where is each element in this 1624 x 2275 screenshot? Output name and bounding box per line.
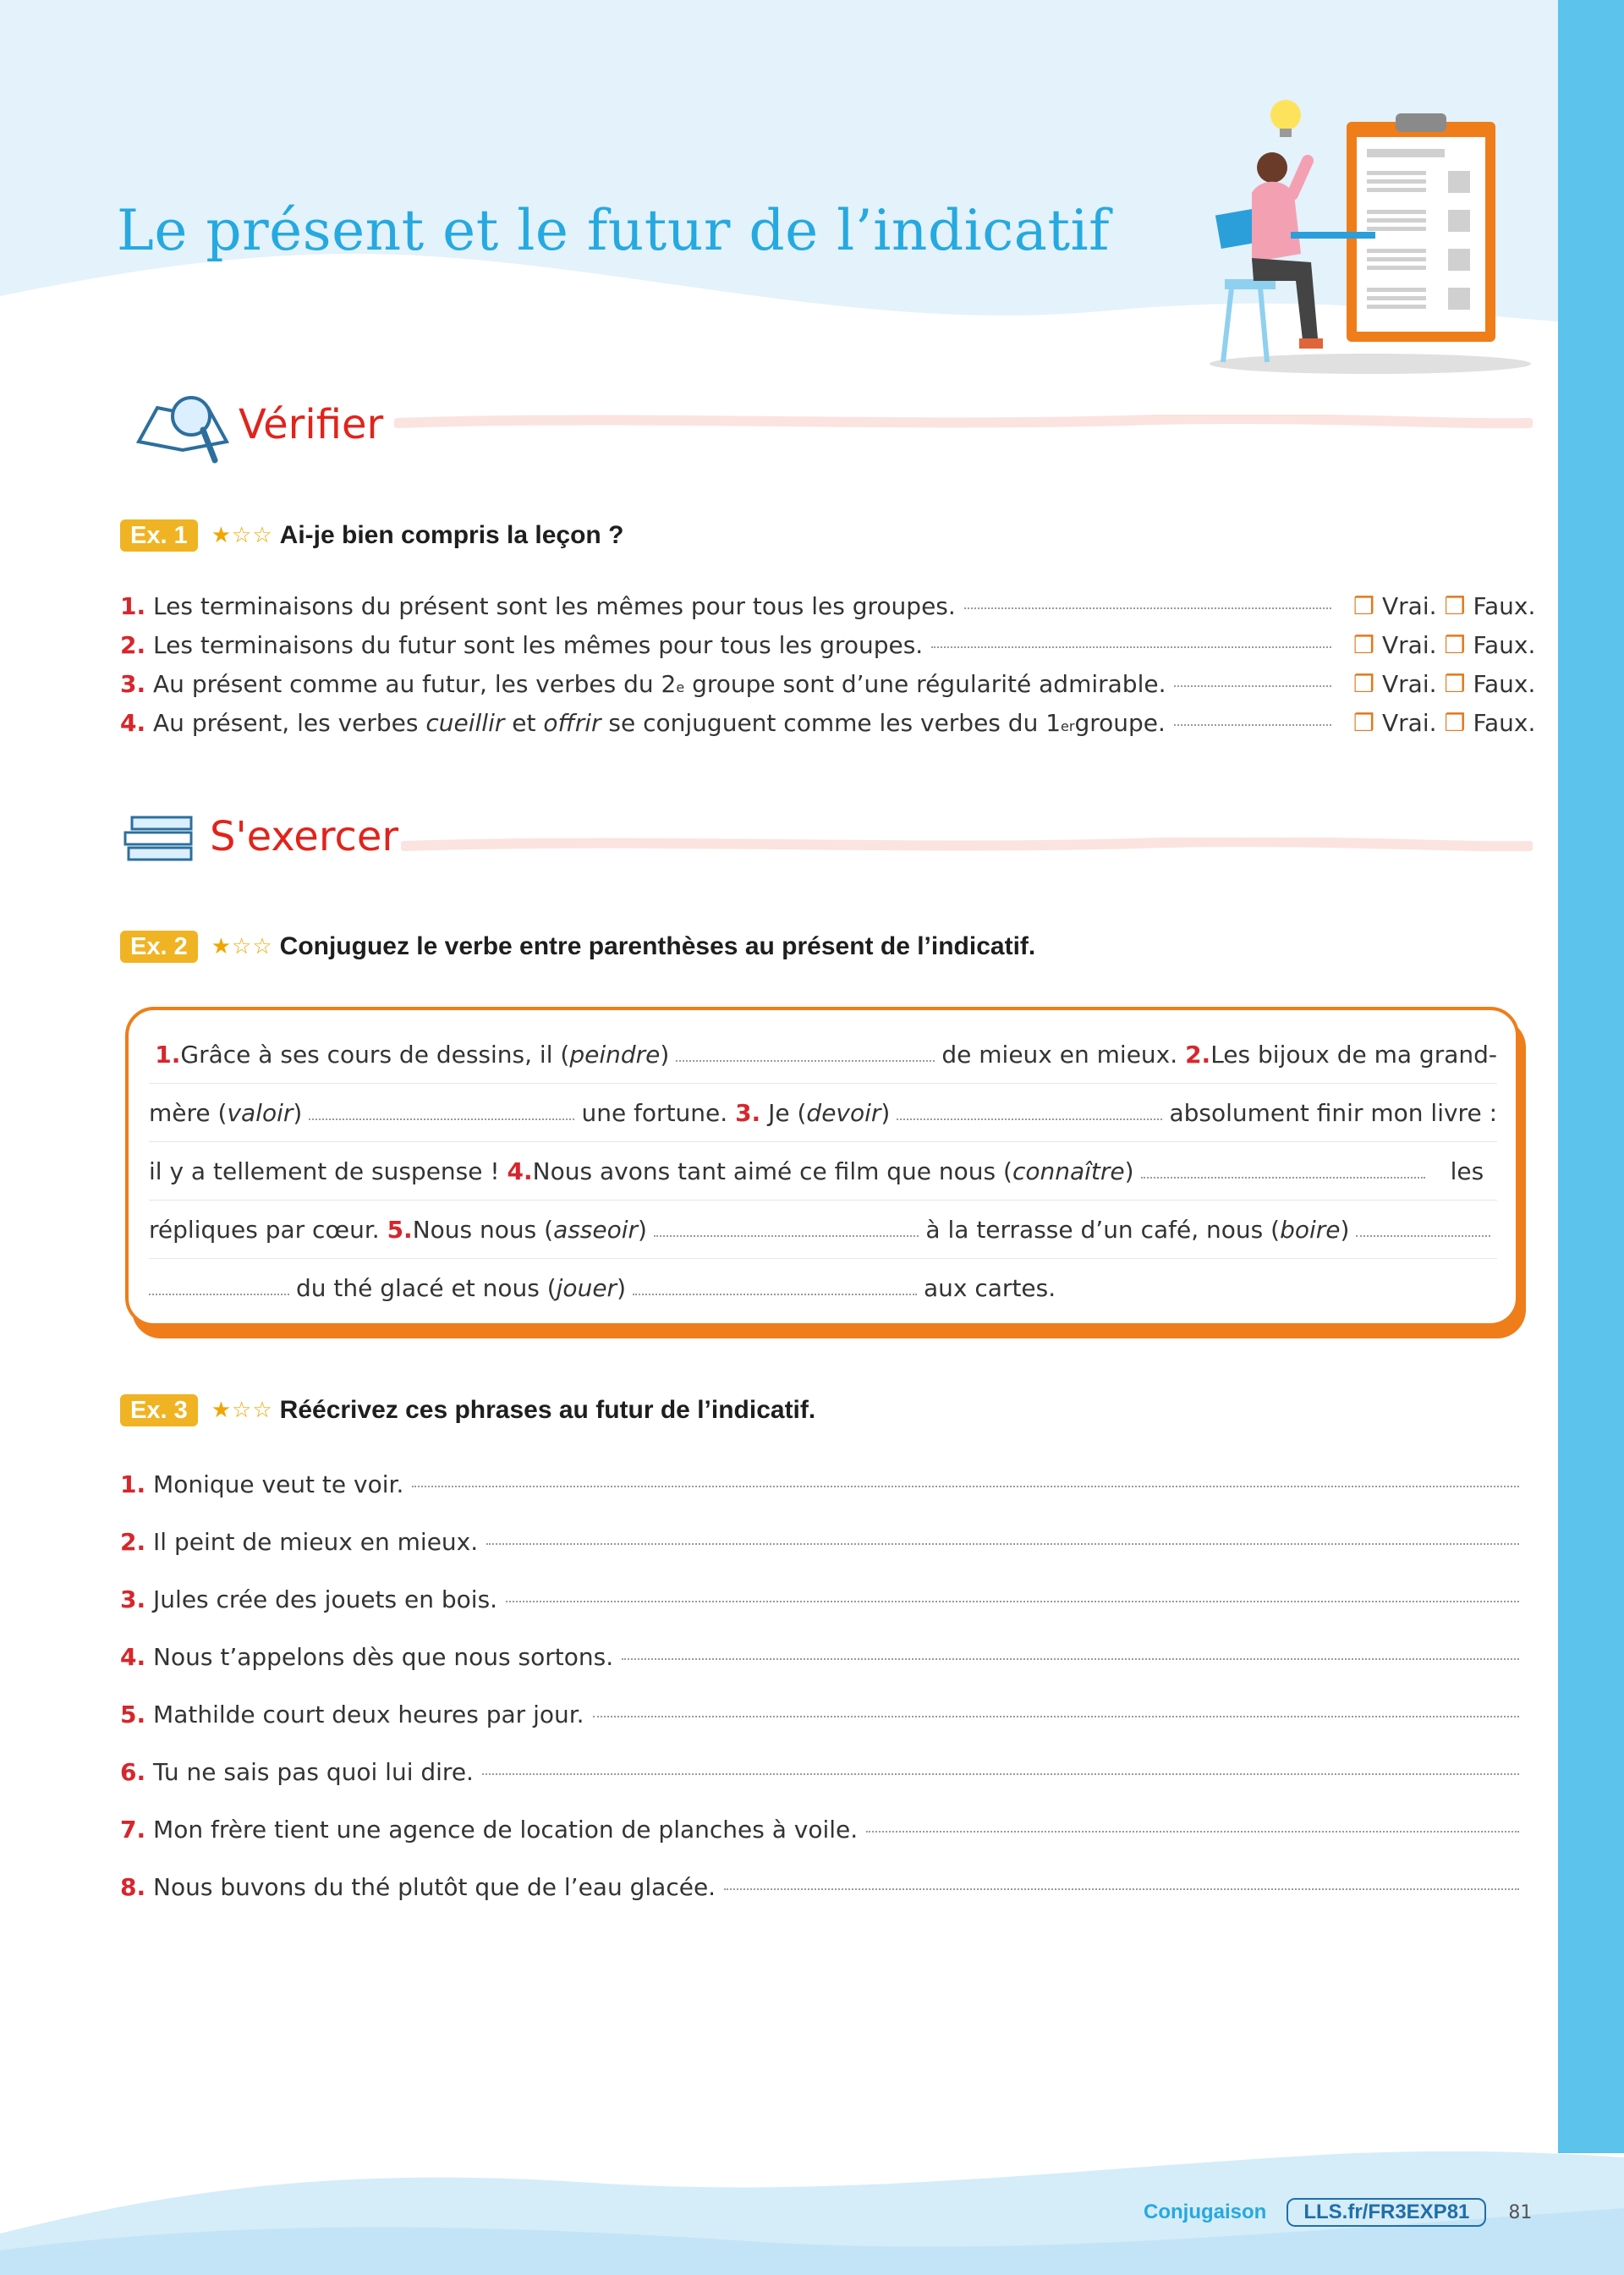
item-text-2: groupe sont d’une régularité admirable. — [684, 670, 1166, 698]
page-footer — [1144, 2198, 1532, 2227]
section-exercer-label: S'exercer — [210, 813, 399, 860]
item-text: Les terminaisons du présent sont les mêmes pour tous les groupes. — [153, 592, 956, 620]
dotted-leader — [1174, 685, 1331, 687]
text: ) — [881, 1098, 891, 1127]
ex1-badge: Ex. 1 — [120, 519, 198, 552]
ex3-title: Réécrivez ces phrases au futur de l’indicatif. — [279, 1396, 816, 1424]
ex3-item-4 — [120, 1643, 1528, 1677]
section-divider — [401, 838, 1533, 853]
answer-blank[interactable] — [654, 1228, 919, 1237]
item-number: 3. — [735, 1098, 761, 1127]
verb: offrir — [543, 709, 601, 737]
item-number: 6. — [120, 1758, 146, 1786]
ex3-header — [120, 1394, 815, 1426]
ex2-text — [149, 1025, 1497, 1316]
false-label: Faux. — [1473, 592, 1536, 620]
text: Nous avons tant aimé ce film que nous ( — [532, 1157, 1012, 1185]
text: à la terrasse d’un café, nous ( — [925, 1215, 1281, 1244]
item-number: 2. — [1185, 1040, 1211, 1069]
true-label: Vrai. — [1382, 631, 1437, 659]
dotted-leader — [1174, 724, 1331, 726]
item-text: et — [504, 709, 544, 737]
ex3-item-6 — [120, 1758, 1528, 1792]
page-title: Le présent et le futur de l’indicatif — [117, 198, 1111, 264]
magnifier-book-icon — [132, 382, 233, 467]
text: ) — [617, 1273, 626, 1302]
books-icon — [120, 799, 205, 875]
checkbox-false[interactable]: ❒ — [1444, 670, 1466, 698]
item-number: 5. — [387, 1215, 413, 1244]
ex2-row — [149, 1084, 1497, 1142]
answer-line[interactable] — [724, 1888, 1519, 1890]
student-clipboard-illustration — [1201, 93, 1531, 381]
item-number: 2. — [120, 1528, 146, 1556]
ex3-item-2 — [120, 1528, 1528, 1562]
ex3-item-5 — [120, 1701, 1528, 1734]
side-bar — [1558, 0, 1624, 2153]
item-text: Au présent comme au futur, les verbes du 2 — [153, 670, 677, 698]
text: répliques par cœur. — [149, 1215, 380, 1244]
item-number: 1. — [155, 1040, 181, 1069]
text: mère ( — [149, 1098, 228, 1127]
ex2-row — [149, 1142, 1497, 1201]
text: Grâce à ses cours de dessins, il ( — [180, 1040, 570, 1069]
verb: cueillir — [425, 709, 505, 737]
item-text: Mathilde court deux heures par jour. — [153, 1701, 584, 1728]
ex3-item-1 — [120, 1470, 1528, 1504]
item-number: 3. — [120, 670, 146, 698]
item-number: 5. — [120, 1701, 146, 1728]
answer-blank[interactable] — [633, 1287, 917, 1295]
section-verifier-label: Vérifier — [239, 401, 384, 448]
answer-blank[interactable] — [309, 1112, 574, 1120]
answer-line[interactable] — [866, 1831, 1519, 1833]
answer-blank[interactable] — [1356, 1228, 1490, 1237]
item-text: Il peint de mieux en mieux. — [153, 1528, 479, 1556]
item-number: 3. — [120, 1585, 146, 1613]
text: absolument finir mon livre : — [1169, 1098, 1497, 1127]
item-text: Nous t’appelons dès que nous sortons. — [153, 1643, 614, 1671]
answer-blank[interactable] — [149, 1287, 289, 1295]
verb: jouer — [556, 1273, 617, 1302]
difficulty-stars: ★☆☆ — [211, 523, 273, 548]
item-text: se conjuguent comme les verbes du 1 — [601, 709, 1062, 737]
checkbox-false[interactable]: ❒ — [1444, 631, 1466, 659]
section-verifier — [132, 382, 383, 467]
text: ) — [1340, 1215, 1350, 1244]
item-text: Monique veut te voir. — [153, 1470, 404, 1498]
item-number: 4. — [120, 709, 146, 737]
true-false-choice-3 — [1353, 670, 1535, 698]
ex2-row — [149, 1201, 1497, 1259]
difficulty-stars: ★☆☆ — [211, 1398, 273, 1423]
false-label: Faux. — [1473, 670, 1536, 698]
false-label: Faux. — [1473, 631, 1536, 659]
ex2-row — [149, 1025, 1497, 1084]
answer-line[interactable] — [593, 1716, 1519, 1717]
ex2-row — [149, 1259, 1497, 1316]
true-false-choice-4 — [1353, 709, 1535, 737]
item-number: 1. — [120, 1470, 146, 1498]
dotted-leader — [964, 607, 1331, 609]
true-false-choice-1 — [1353, 592, 1535, 620]
checkbox-true[interactable]: ❒ — [1353, 670, 1375, 698]
true-label: Vrai. — [1382, 670, 1437, 698]
ex1-item-1 — [120, 592, 1340, 626]
text: ) — [293, 1098, 303, 1127]
answer-blank[interactable] — [676, 1053, 935, 1062]
verb: asseoir — [553, 1215, 639, 1244]
section-exercer — [120, 799, 398, 875]
ex3-item-8 — [120, 1873, 1528, 1907]
verb: devoir — [806, 1098, 881, 1127]
ex2-title: Conjuguez le verbe entre parenthèses au présent de l’indicatif. — [279, 932, 1036, 960]
answer-line[interactable] — [622, 1658, 1519, 1660]
difficulty-stars: ★☆☆ — [211, 934, 273, 959]
text: il y a tellement de suspense ! — [149, 1157, 500, 1185]
checkbox-true[interactable]: ❒ — [1353, 631, 1375, 659]
item-number: 2. — [120, 631, 146, 659]
item-text: Au présent, les verbes — [153, 709, 426, 737]
false-label: Faux. — [1473, 709, 1536, 737]
item-text: Nous buvons du thé plutôt que de l’eau glacée. — [153, 1873, 716, 1901]
checkbox-false[interactable]: ❒ — [1444, 592, 1466, 620]
ex1-header — [120, 519, 623, 552]
text: ) — [638, 1215, 647, 1244]
text: ) — [1124, 1157, 1134, 1185]
item-number: 8. — [120, 1873, 146, 1901]
true-label: Vrai. — [1382, 592, 1437, 620]
text: Nous nous ( — [412, 1215, 554, 1244]
item-text: Tu ne sais pas quoi lui dire. — [153, 1758, 474, 1786]
item-number: 1. — [120, 592, 146, 620]
item-text: groupe. — [1074, 709, 1166, 737]
dotted-leader — [931, 646, 1331, 648]
answer-line[interactable] — [482, 1773, 1519, 1775]
true-false-choice-2 — [1353, 631, 1535, 659]
text: une fortune. — [581, 1098, 728, 1127]
answer-blank[interactable] — [1141, 1170, 1425, 1179]
ex2-header — [120, 931, 1035, 963]
verb: valoir — [227, 1098, 294, 1127]
item-text: Les terminaisons du futur sont les mêmes pour tous les groupes. — [153, 631, 924, 659]
text: Les bijoux de ma grand- — [1210, 1040, 1497, 1069]
text: du thé glacé et nous ( — [296, 1273, 557, 1302]
text: aux cartes. — [924, 1273, 1056, 1302]
item-number: 7. — [120, 1816, 146, 1844]
section-divider — [394, 415, 1533, 430]
verb: connaître — [1012, 1157, 1125, 1185]
answer-line[interactable] — [506, 1601, 1519, 1602]
ex1-item-4 — [120, 709, 1340, 743]
answer-line[interactable] — [412, 1486, 1519, 1487]
checkbox-false[interactable]: ❒ — [1444, 709, 1466, 737]
footer-chapter: Conjugaison — [1144, 2201, 1267, 2223]
text: de mieux en mieux. — [941, 1040, 1178, 1069]
text: ) — [660, 1040, 670, 1069]
ex1-item-3 — [120, 670, 1340, 704]
answer-line[interactable] — [486, 1543, 1519, 1545]
checkbox-true[interactable]: ❒ — [1353, 592, 1375, 620]
superscript: e — [676, 679, 685, 695]
checkbox-true[interactable]: ❒ — [1353, 709, 1375, 737]
ex3-item-3 — [120, 1585, 1528, 1619]
ex2-badge: Ex. 2 — [120, 931, 198, 963]
text: Je ( — [768, 1098, 807, 1127]
ex3-badge: Ex. 3 — [120, 1394, 198, 1426]
ex3-item-7 — [120, 1816, 1528, 1849]
verb: peindre — [569, 1040, 661, 1069]
page-number: 81 — [1508, 2201, 1533, 2223]
answer-blank[interactable] — [897, 1112, 1162, 1120]
item-text: Mon frère tient une agence de location de planches à voile. — [153, 1816, 859, 1844]
verb: boire — [1280, 1215, 1341, 1244]
item-number: 4. — [507, 1157, 533, 1185]
footer-link[interactable]: LLS.fr/FR3EXP81 — [1287, 2198, 1486, 2227]
item-text: Jules crée des jouets en bois. — [153, 1585, 498, 1613]
text: les — [1450, 1157, 1484, 1185]
item-number: 4. — [120, 1643, 146, 1671]
true-label: Vrai. — [1382, 709, 1437, 737]
ex1-item-2 — [120, 631, 1340, 665]
ex1-title: Ai-je bien compris la leçon ? — [279, 521, 624, 549]
superscript: er — [1061, 718, 1075, 734]
